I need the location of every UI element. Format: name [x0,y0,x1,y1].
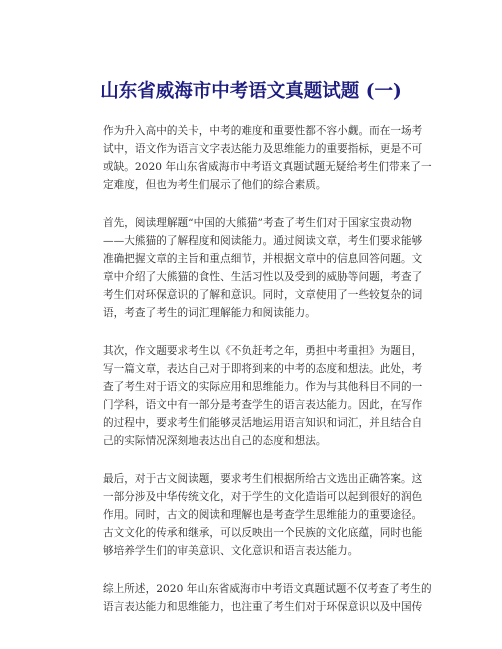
text-line: 章中介绍了大熊猫的食性、生活习性以及受到的威胁等问题，考查了 [103,270,423,283]
text-line: 作用。同时，古文的阅读和理解也是考查学生思维能力的重要途径。 [103,508,423,521]
text-line: 语，考查了考生的词汇理解能力和阅读能力。 [103,306,316,319]
text-line: 首先，阅读理解题“中国的大熊猫”考查了考生们对于国家宝贵动物 [103,217,412,230]
text-line: 语言表达能力和思维能力，也注重了考生们对于环保意识以及中国传 [103,600,423,613]
text-line: 一部分涉及中华传统文化，对于学生的文化造诣可以起到很好的润色 [103,490,423,503]
text-line: 写一篇文章，表达自己对于即将到来的中考的态度和想法。此处，考 [103,362,423,375]
text-line: 其次，作文题要求考生以《不负赶考之年，勇担中考重担》为题目， [103,345,423,358]
text-line: 试中，语文作为语言文字表达能力及思维能力的重要指标，更是不可 [103,142,423,155]
text-line: 的过程中，要求考生们能够灵活地运用语言知识和词汇，并且结合自 [103,416,423,429]
text-line: 查了考生对于语文的实际应用和思维能力。作为与其他科目不同的一 [103,380,423,393]
text-line: 己的实际情况深刻地表达出自己的态度和想法。 [103,434,327,447]
text-line: 够培养学生们的审美意识、文化意识和语言表达能力。 [103,544,359,557]
text-line: ——大熊猫的了解程度和阅读能力。通过阅读文章，考生们要求能够 [103,235,423,248]
text-line: 定难度，但也为考生们展示了他们的综合素质。 [103,178,327,191]
text-line: 或缺。2020 年山东省威海市中考语文真题试题无疑给考生们带来了一 [103,160,432,173]
paragraph-reading-comprehension [103,215,423,322]
text-line: 考生们对环保意识的了解和意识。同时，文章使用了一些较复杂的词 [103,288,423,301]
paragraph-summary [103,581,432,617]
paragraph-composition [103,343,423,450]
text-line: 作为升入高中的关卡，中考的难度和重要性都不容小觑。而在一场考 [103,125,423,137]
text-line: 最后，对于古文阅读题，要求考生们根据所给古文选出正确答案。这 [103,473,423,485]
text-line: 门学科，语文中有一部分是考查学生的语言表达能力。因此，在写作 [103,398,423,411]
document-body [103,123,432,637]
paragraph-intro [103,123,432,195]
text-line: 古文文化的传承和继承，可以反映出一个民族的文化底蕴，同时也能 [103,526,423,539]
document-title: 山东省威海市中考语文真题试题 (一) [100,81,402,102]
text-line: 准确把握文章的主旨和重点细节，并根据文章中的信息回答问题。文 [103,252,423,265]
text-line: 综上所述，2020 年山东省威海市中考语文真题试题不仅考查了考生的 [103,583,432,596]
paragraph-classical-reading [103,471,423,561]
